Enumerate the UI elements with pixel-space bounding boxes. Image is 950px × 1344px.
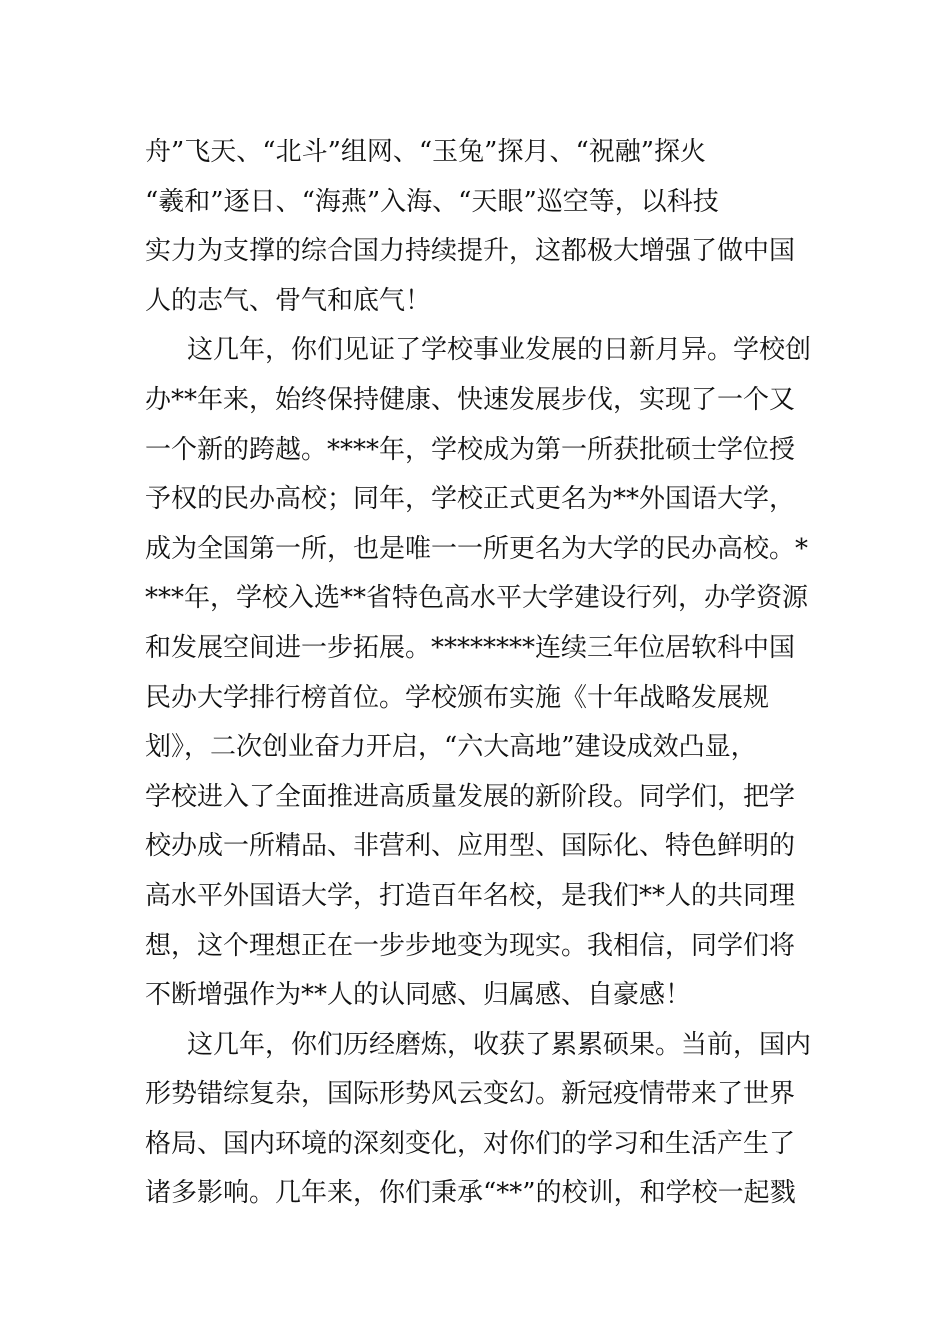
text-line: 一个新的跨越。****年，学校成为第一所获批硕士学位授 [145,434,796,465]
text-line: 不断增强作为**人的认同感、归属感、自豪感！ [145,980,692,1011]
text-line: 成为全国第一所，也是唯一一所更名为大学的民办高校。* [145,533,809,564]
text-line: 高水平外国语大学，打造百年名校，是我们**人的共同理 [145,880,796,911]
text-line: 予权的民办高校；同年，学校正式更名为**外国语大学， [145,484,796,515]
text-line: 学校进入了全面推进高质量发展的新阶段。同学们，把学 [145,781,796,812]
text-line: 形势错综复杂，国际形势风云变幻。新冠疫情带来了世界 [145,1079,796,1110]
text-line: 办**年来，始终保持健康、快速发展步伐，实现了一个又 [145,384,796,415]
text-line: 人的志气、骨气和底气！ [145,285,432,316]
text-line: 舟”飞天、“北斗”组网、“玉兔”探月、“祝融”探火 [145,137,707,167]
text-line: 校办成一所精品、非营利、应用型、国际化、特色鲜明的 [145,831,796,862]
text-line: “羲和”逐日、“海燕”入海、“天眼”巡空等，以科技 [145,186,719,217]
text-line: ***年，学校入选**省特色高水平大学建设行列，办学资源 [145,583,809,614]
text-line: 格局、国内环境的深刻变化，对你们的学习和生活产生了 [145,1128,796,1159]
text-line: 想，这个理想正在一步步地变为现实。我相信，同学们将 [145,930,796,961]
body-text [145,128,815,1219]
paragraph-start-line: 这几年，你们见证了学校事业发展的日新月异。学校创 [187,335,812,366]
text-line: 实力为支撑的综合国力持续提升，这都极大增强了做中国 [145,236,796,267]
text-line: 划》，二次创业奋力开启，“六大高地”建设成效凸显， [145,732,757,763]
text-line: 诸多影响。几年来，你们秉承“**”的校训，和学校一起戮 [145,1178,796,1209]
text-line: 和发展空间进一步拓展。********连续三年位居软科中国 [145,632,796,663]
text-line: 民办大学排行榜首位。学校颁布实施《十年战略发展规 [145,682,770,713]
paragraph-start-line: 这几年，你们历经磨炼，收获了累累硕果。当前，国内 [187,1029,812,1060]
